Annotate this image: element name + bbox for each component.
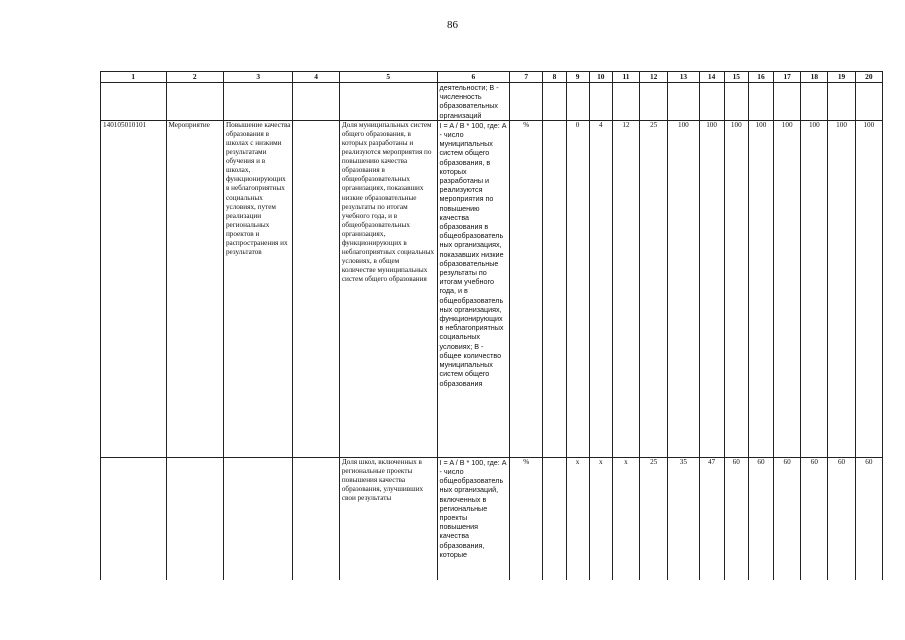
value-cell [801, 83, 828, 121]
value-cell: 4 [589, 120, 612, 457]
value-cell: 100 [668, 120, 699, 457]
value-cell: 60 [828, 457, 855, 580]
table-row [101, 120, 883, 457]
column-header: 18 [801, 72, 828, 83]
code-cell: 140105010101 [101, 120, 167, 457]
column-header: 3 [223, 72, 293, 83]
column-header: 1 [101, 72, 167, 83]
type-cell: Мероприятие [166, 120, 223, 457]
value-cell: 60 [855, 457, 882, 580]
column-header: 7 [510, 72, 543, 83]
value-cell: 25 [640, 120, 668, 457]
column-header: 19 [828, 72, 855, 83]
type-cell [166, 457, 223, 580]
column-header: 10 [589, 72, 612, 83]
column-4-cell [293, 120, 339, 457]
column-header: 11 [612, 72, 639, 83]
column-header: 17 [774, 72, 801, 83]
value-cell [612, 83, 639, 121]
value-cell: 100 [724, 120, 748, 457]
value-cell: 100 [699, 120, 724, 457]
value-cell [589, 83, 612, 121]
column-8-cell [543, 120, 566, 457]
indicator-cell [339, 83, 437, 121]
name-cell [223, 83, 293, 121]
page-number: 86 [447, 19, 458, 31]
column-header: 14 [699, 72, 724, 83]
indicator-cell: Доля школ, включенных в региональные проекты повышения качества образования, улучшивших свои результаты [339, 457, 437, 580]
column-header: 6 [437, 72, 510, 83]
column-8-cell [543, 83, 566, 121]
value-cell [774, 83, 801, 121]
value-cell: 100 [774, 120, 801, 457]
value-cell: 100 [828, 120, 855, 457]
column-header: 4 [293, 72, 339, 83]
value-cell [566, 83, 589, 121]
name-cell: Повышение качества образования в школах с низкими результатами обучения и в школах, функционирующих в неблагоприятных социальных условиях, путем реализации региональных проектов и распространения их результатов [223, 120, 293, 457]
column-header: 8 [543, 72, 566, 83]
header-row [101, 72, 883, 83]
value-cell [855, 83, 882, 121]
value-cell: 0 [566, 120, 589, 457]
column-header: 9 [566, 72, 589, 83]
value-cell: 35 [668, 457, 699, 580]
column-header: 20 [855, 72, 882, 83]
value-cell: 25 [640, 457, 668, 580]
formula-cell: деятельности; В - численность образовательных организаций [437, 83, 510, 121]
column-header: 15 [724, 72, 748, 83]
code-cell [101, 83, 167, 121]
column-4-cell [293, 457, 339, 580]
column-header: 2 [166, 72, 223, 83]
value-cell [699, 83, 724, 121]
value-cell [668, 83, 699, 121]
unit-cell: % [510, 120, 543, 457]
table-row [101, 83, 883, 121]
column-header: 12 [640, 72, 668, 83]
indicator-cell: Доля муниципальных систем общего образования, в которых разработаны и реализуются мероприятия по повышению качества образования в общеобразовательных организациях, показавших низкие образовательные результаты по итогам учебного года, и в общеобразовательных организациях, функционирующих в неблагоприятных социальных условиях, в общем количестве муниципальных систем общего образования [339, 120, 437, 457]
value-cell: x [589, 457, 612, 580]
value-cell: 60 [748, 457, 773, 580]
value-cell: 60 [801, 457, 828, 580]
value-cell [748, 83, 773, 121]
indicators-table [100, 71, 883, 580]
value-cell: 60 [774, 457, 801, 580]
column-8-cell [543, 457, 566, 580]
value-cell: 100 [855, 120, 882, 457]
value-cell: 60 [724, 457, 748, 580]
value-cell: 12 [612, 120, 639, 457]
type-cell [166, 83, 223, 121]
name-cell [223, 457, 293, 580]
value-cell: 100 [801, 120, 828, 457]
unit-cell: % [510, 457, 543, 580]
value-cell: x [612, 457, 639, 580]
column-header: 5 [339, 72, 437, 83]
column-header: 13 [668, 72, 699, 83]
value-cell: 100 [748, 120, 773, 457]
unit-cell [510, 83, 543, 121]
value-cell [828, 83, 855, 121]
value-cell: x [566, 457, 589, 580]
value-cell [724, 83, 748, 121]
formula-cell: I = A / B * 100, где: А - число общеобразовательных организаций, включенных в региональные проекты повышения качества образования, которые [437, 457, 510, 580]
value-cell [640, 83, 668, 121]
formula-cell: I = A / B * 100, где: А - число муниципальных систем общего образования, в которых разработаны и реализуются мероприятия по повышению качества образования в общеобразовательных организациях, показавших низкие образовательные результаты по итогам учебного года, и в общеобразовательных организациях, функционирующих в неблагоприятных социальных условиях; В - общее количество муниципальных систем общего образования [437, 120, 510, 457]
code-cell [101, 457, 167, 580]
table-row [101, 457, 883, 580]
column-4-cell [293, 83, 339, 121]
column-header: 16 [748, 72, 773, 83]
value-cell: 47 [699, 457, 724, 580]
